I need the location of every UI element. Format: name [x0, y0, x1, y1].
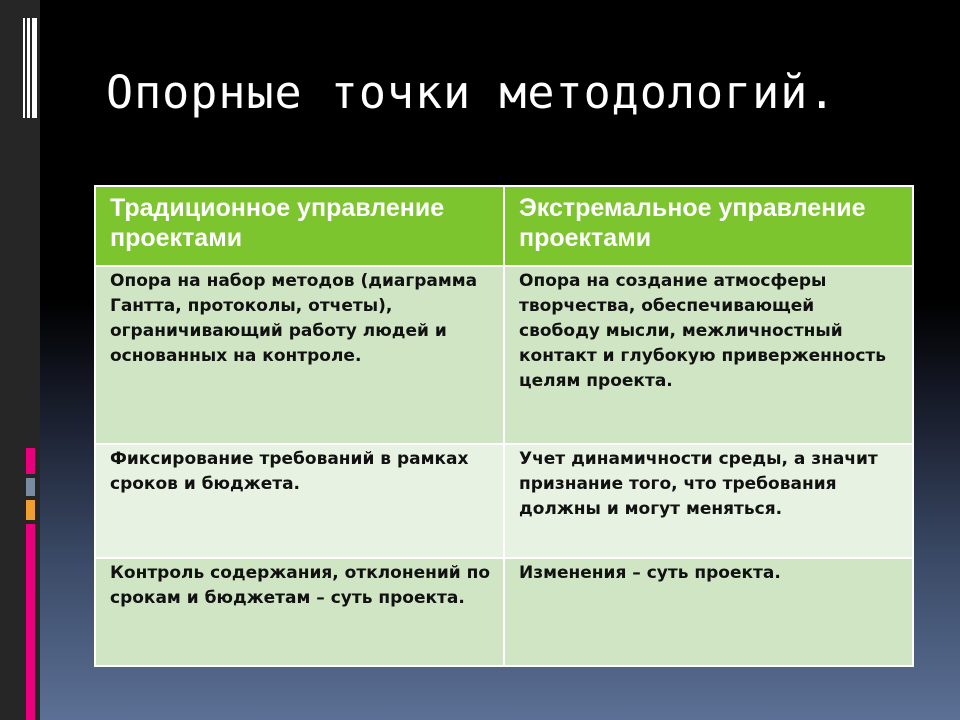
decor-color-bars	[26, 448, 36, 720]
header-extreme: Экстремальное управление проектами	[504, 186, 913, 266]
slide-title: Опорные точки методологий.	[106, 66, 837, 119]
table-header-row	[95, 186, 913, 266]
cell-traditional-methods: Опора на набор методов (диаграмма Гантта, протоколы, отчеты), ограничивающий работу людей и основанных на контроле.	[95, 266, 504, 444]
cell-extreme-atmosphere: Опора на создание атмосферы творчества, обеспечивающей свободу мысли, межличностный контакт и глубокую приверженность целям проекта.	[504, 266, 913, 444]
cell-extreme-changes: Изменения – суть проекта.	[504, 558, 913, 666]
cell-traditional-requirements: Фиксирование требований в рамках сроков и бюджета.	[95, 444, 504, 558]
table-row	[95, 558, 913, 666]
header-traditional: Традиционное управление проектами	[95, 186, 504, 266]
cell-traditional-control: Контроль содержания, отклонений по срокам и бюджетам – суть проекта.	[95, 558, 504, 666]
comparison-table	[94, 185, 914, 667]
table-row	[95, 444, 913, 558]
decor-lines-top	[23, 18, 37, 118]
table-row	[95, 266, 913, 444]
cell-extreme-requirements: Учет динамичности среды, а значит признание того, что требования должны и могут меняться.	[504, 444, 913, 558]
